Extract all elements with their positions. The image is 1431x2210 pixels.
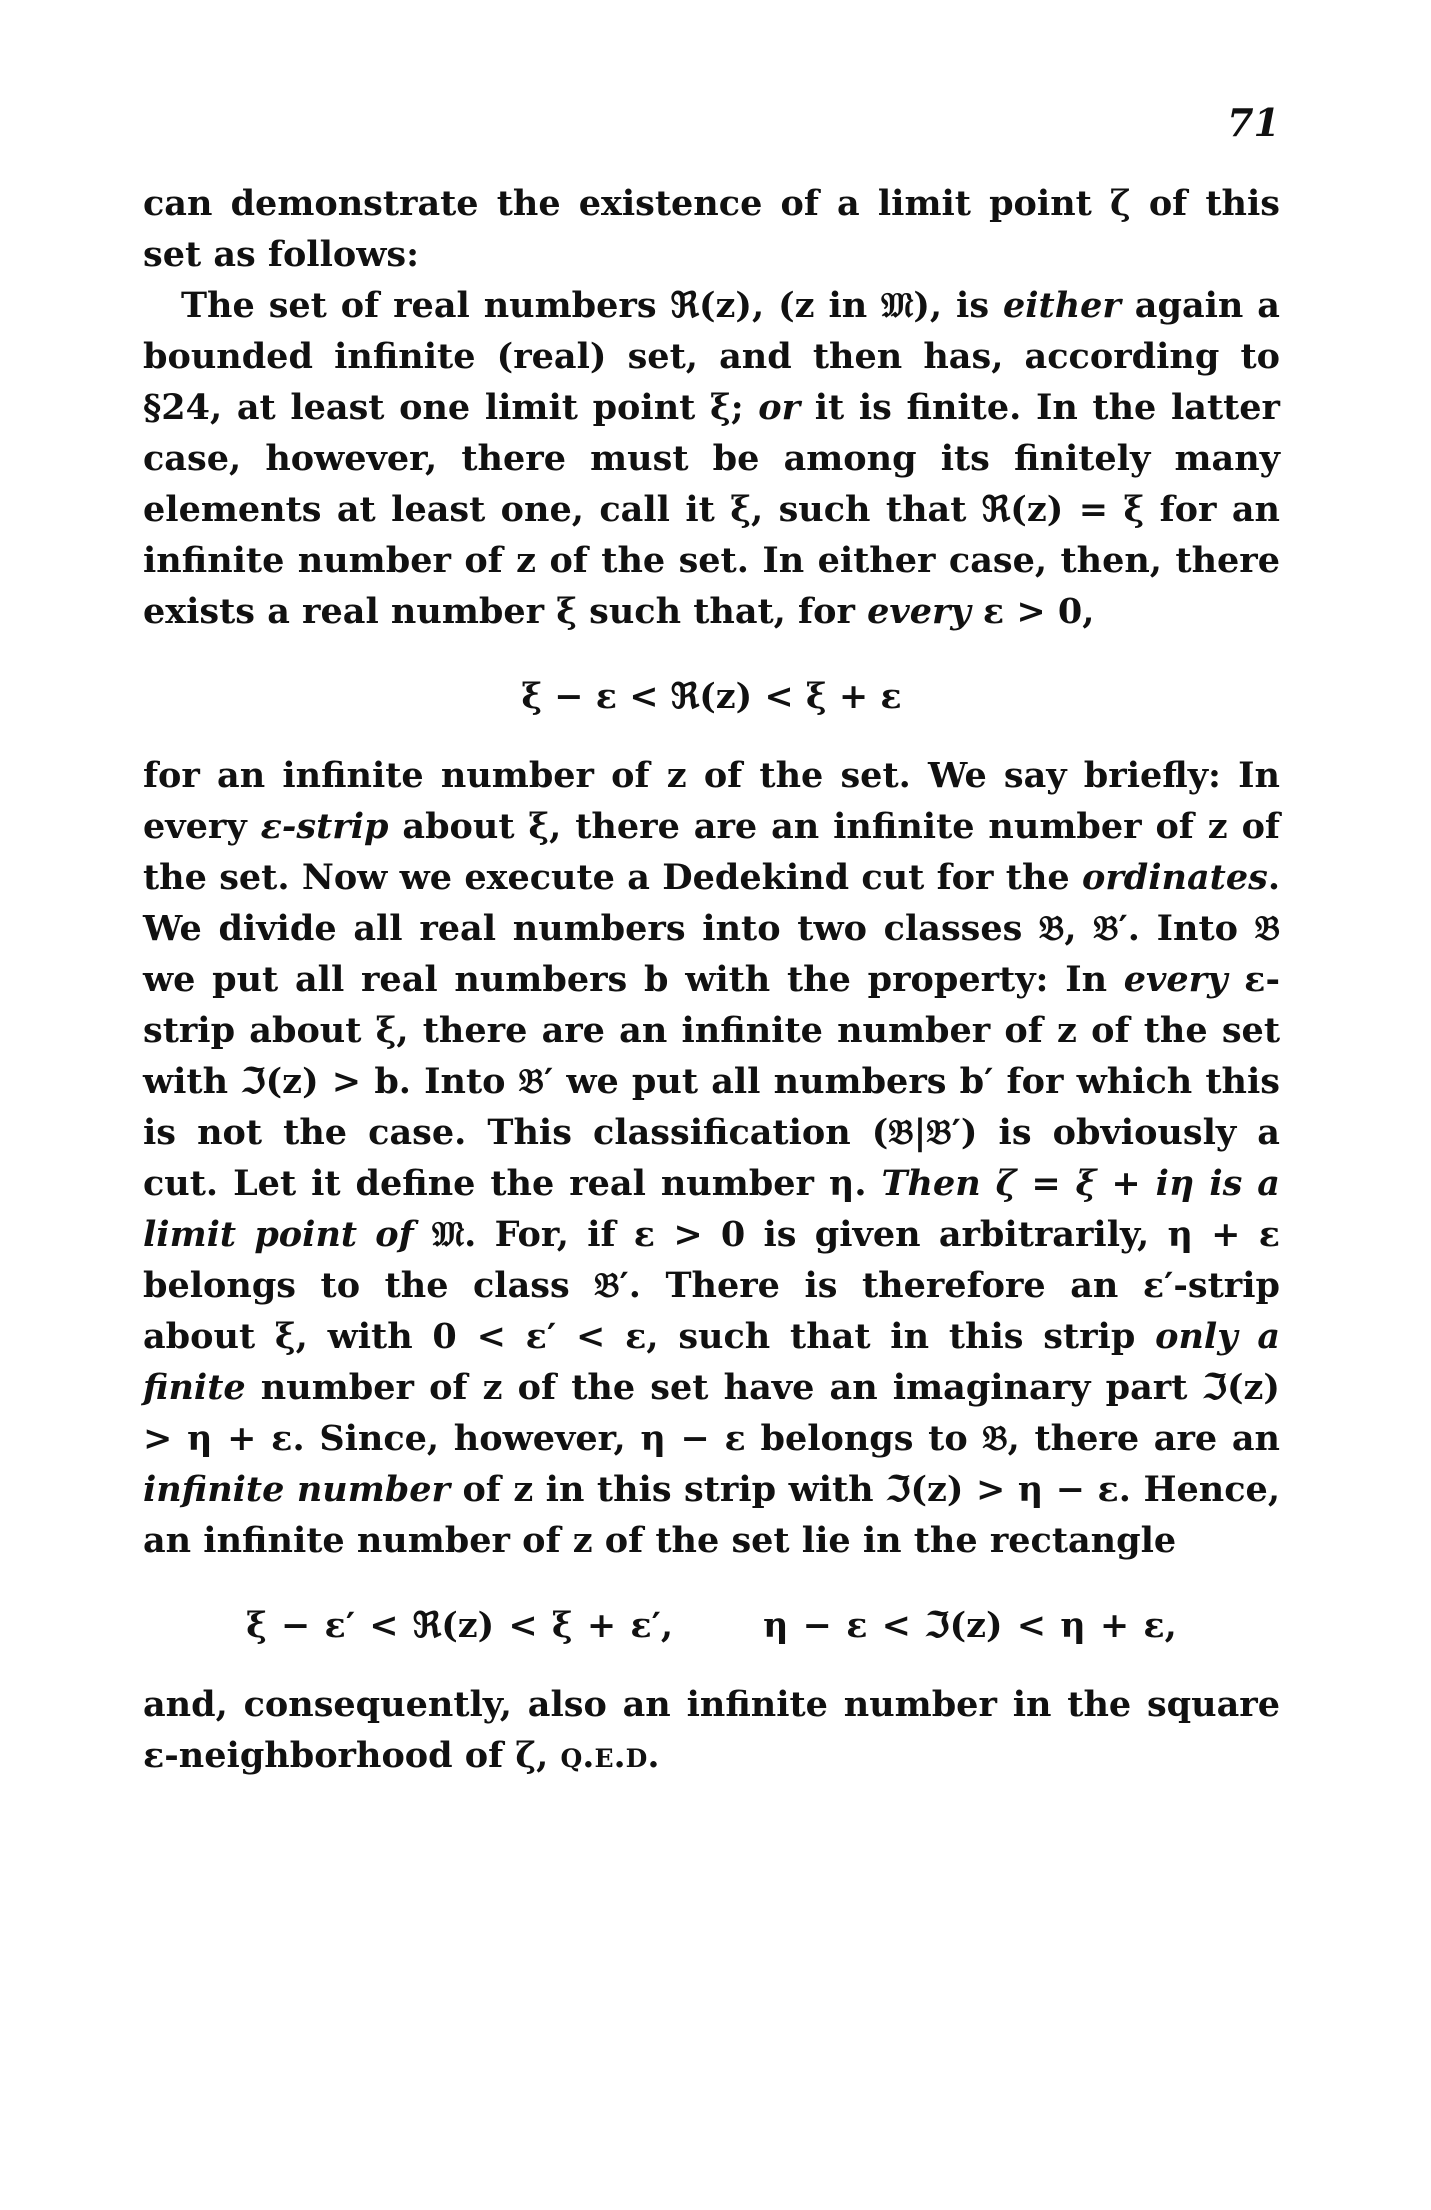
emphasis-strip: ε-strip xyxy=(260,806,389,847)
text-span: for an infinite number of z of the set. We say briefly: In every xyxy=(143,755,1280,847)
body-text xyxy=(143,178,1280,1781)
emphasis-either: either xyxy=(1002,285,1121,326)
emphasis-ordinates: ordinates xyxy=(1081,857,1268,898)
text-span: about ξ, there are an infinite number of z of the set. Now we execute a Dedekind cut for the xyxy=(143,806,1280,898)
emphasis-only-finite: only a finite xyxy=(143,1316,1281,1408)
paragraph-intro xyxy=(143,178,1280,280)
formula-real-strip: ξ − ε < ℜ(z) < ξ + ε xyxy=(521,676,902,717)
emphasis-infinite-number: infinite number xyxy=(143,1469,450,1510)
paragraph-dedekind-cut xyxy=(143,750,1280,1566)
emphasis-or: or xyxy=(758,387,801,428)
emphasis-every: every xyxy=(867,591,971,632)
text-span: ε > 0, xyxy=(970,591,1095,632)
paragraph-real-part xyxy=(143,280,1280,637)
formula-imag-part: η − ε < ℑ(z) < η + ε, xyxy=(763,1605,1177,1646)
emphasis-then: Then ζ = ξ + iη is a limit point of xyxy=(143,1163,1280,1255)
text-span: it is finite. In the latter case, however, there must be among its finitely many elements at least one, call it ξ, such that ℜ(z) = ξ for an infinite number of z of the set. In either case, then, there exists a real number ξ such that, for xyxy=(143,387,1280,632)
text-span: ε-strip about ξ, there are an infinite number of z of the set with ℑ(z) > b. Into 𝔅′ we put all numbers b′ for which this is not the case. This classification (𝔅|𝔅′) is obviously a cut. Let it define the real number η. xyxy=(143,959,1280,1204)
formula-real-part: ξ − ε′ < ℜ(z) < ξ + ε′, xyxy=(246,1605,674,1646)
formula-rectangle xyxy=(143,1600,1280,1651)
page-number: 71 xyxy=(1227,100,1280,145)
text-span: can demonstrate the existence of a limit point ζ of this set as follows: xyxy=(143,183,1280,275)
emphasis-every-2: every xyxy=(1123,959,1228,1000)
text-span: and, consequently, also an infinite number in the square ε-neighborhood of ζ, xyxy=(143,1684,1280,1776)
text-span: . We divide all real numbers into two classes 𝔅, 𝔅′. Into 𝔅 we put all real numbers b with the property: In xyxy=(143,857,1280,1000)
text-span: of z in this strip with ℑ(z) > η − ε. Hence, an infinite number of z of the set lie in the rectangle xyxy=(143,1469,1280,1561)
text-span: again a bounded infinite (real) set, and then has, according to §24, at least one limit point ξ; xyxy=(143,285,1280,428)
text-span: The set of real numbers ℜ(z), (z in 𝔐), is xyxy=(181,285,1003,326)
qed-mark: q.e.d. xyxy=(560,1735,660,1776)
text-span: number of z of the set have an imaginary part ℑ(z) > η + ε. Since, however, η − ε belongs to 𝔅, there are an xyxy=(143,1367,1280,1459)
text-span: 𝔐. For, if ε > 0 is given arbitrarily, η + ε belongs to the class 𝔅′. There is therefore an ε′-strip about ξ, with 0 < ε′ < ε, such that in this strip xyxy=(143,1214,1280,1357)
paragraph-conclusion xyxy=(143,1679,1280,1781)
